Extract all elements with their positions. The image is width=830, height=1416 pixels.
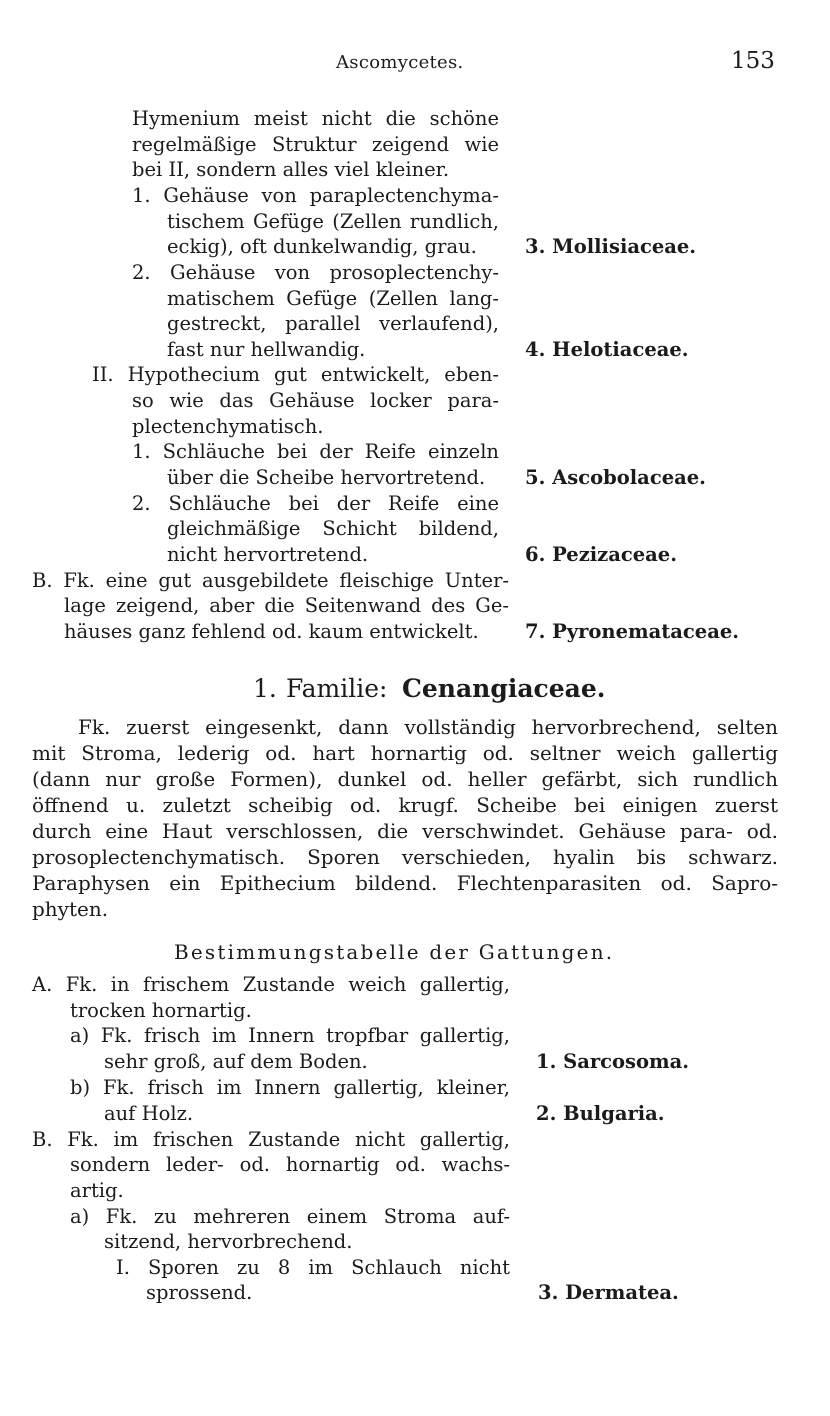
key-line: gestreckt, parallel verlaufend), (167, 312, 499, 335)
key-result-ascobolaceae: 5. Ascobolaceae. (525, 466, 706, 489)
genera-key-title: Bestimmungstabelle der Gattungen. (174, 940, 615, 964)
key-line: so wie das Gehäuse locker para- (132, 389, 499, 412)
key-line: Hymenium meist nicht die schöne (132, 107, 499, 130)
family-label: Familie: (286, 674, 388, 703)
genus-result-bulgaria: 2. Bulgaria. (536, 1102, 665, 1125)
genera-key-line: sprossend. (146, 1281, 253, 1304)
genera-key-line: auf Holz. (104, 1102, 194, 1125)
description-line: Fk. zuerst eingesenkt, dann vollständig hervorbrechend, selten (78, 715, 778, 739)
key-line: lage zeigend, aber die Seitenwand des Ge- (64, 594, 509, 617)
key-line: über die Scheibe hervortretend. (167, 466, 486, 489)
key-line: 2. Schläuche bei der Reife eine (132, 492, 499, 515)
key-line: regelmäßige Struktur zeigend wie (132, 133, 499, 156)
running-title: Ascomycetes. (336, 52, 464, 73)
key-result-pyronemataceae: 7. Pyronemataceae. (525, 620, 740, 643)
family-name: Cenangiaceae. (402, 674, 606, 703)
genera-key-line: trocken hornartig. (70, 999, 252, 1022)
genera-key-line: A. Fk. in frischem Zustande weich gallertig, (32, 973, 510, 996)
genera-key-line: a) Fk. frisch im Innern tropfbar gallertig, (70, 1024, 510, 1047)
key-line: plectenchymatisch. (132, 415, 324, 438)
key-line: 1. Gehäuse von paraplectenchyma- (132, 184, 499, 207)
key-line: B. Fk. eine gut ausgebildete fleischige Unter- (32, 569, 509, 592)
page-header (0, 48, 830, 78)
genera-key-line: sitzend, hervorbrechend. (104, 1230, 353, 1253)
description-line: prosoplectenchymatisch. Sporen verschieden, hyalin bis schwarz. (32, 845, 778, 869)
description-line: phyten. (32, 897, 109, 921)
key-line: II. Hypothecium gut entwickelt, eben- (92, 363, 499, 386)
genera-key-line: I. Sporen zu 8 im Schlauch nicht (116, 1256, 510, 1279)
key-result-helotiaceae: 4. Helotiaceae. (525, 338, 689, 361)
genera-key-line: artig. (70, 1179, 124, 1202)
key-line: bei II, sondern alles viel kleiner. (132, 158, 450, 181)
description-line: durch eine Haut verschlossen, die verschwindet. Gehäuse para- od. (32, 819, 778, 843)
key-line: gleichmäßige Schicht bildend, (167, 517, 499, 540)
genera-key-line: b) Fk. frisch im Innern gallertig, kleiner, (70, 1076, 510, 1099)
key-line: 1. Schläuche bei der Reife einzeln (132, 440, 499, 463)
description-line: Paraphysen ein Epithecium bildend. Flechtenparasiten od. Sapro- (32, 871, 778, 895)
key-line: eckig), oft dunkelwandig, grau. (167, 235, 477, 258)
key-line: tischem Gefüge (Zellen rundlich, (167, 210, 499, 233)
page-number: 153 (731, 48, 775, 74)
genus-result-sarcosoma: 1. Sarcosoma. (536, 1050, 690, 1073)
description-line: öffnend u. zuletzt scheibig od. krugf. Scheibe bei einigen zuerst (32, 793, 778, 817)
description-line: mit Stroma, lederig od. hart hornartig od. seltner weich gallertig (32, 741, 778, 765)
description-line: (dann nur große Formen), dunkel od. heller gefärbt, sich rundlich (32, 767, 778, 791)
genera-key-line: B. Fk. im frischen Zustande nicht gallertig, (32, 1128, 510, 1151)
key-line: matischem Gefüge (Zellen lang- (167, 287, 499, 310)
key-result-mollisiaceae: 3. Mollisiaceae. (525, 235, 697, 258)
key-result-pezizaceae: 6. Pezizaceae. (525, 543, 677, 566)
genus-result-dermatea: 3. Dermatea. (538, 1281, 679, 1304)
key-line: 2. Gehäuse von prosoplectenchy- (132, 261, 499, 284)
family-number: 1. (253, 674, 277, 703)
genera-key-line: sehr groß, auf dem Boden. (104, 1050, 368, 1073)
key-line: häuses ganz fehlend od. kaum entwickelt. (64, 620, 479, 643)
key-line: fast nur hellwandig. (167, 338, 366, 361)
key-line: nicht hervortretend. (167, 543, 369, 566)
genera-key-line: sondern leder- od. hornartig od. wachs- (70, 1153, 510, 1176)
genera-key-line: a) Fk. zu mehreren einem Stroma auf- (70, 1205, 510, 1228)
